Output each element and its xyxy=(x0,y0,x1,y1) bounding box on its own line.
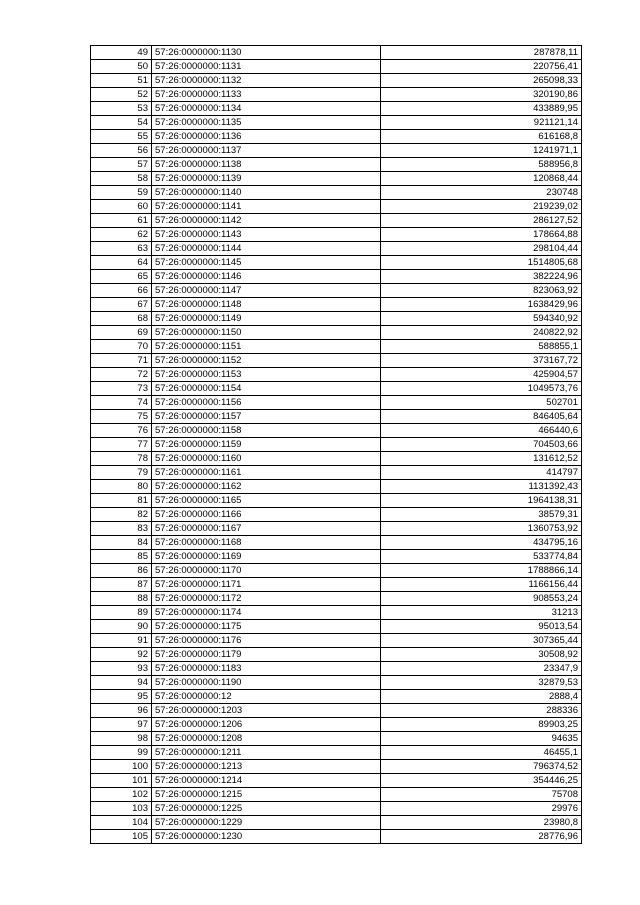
cadastral-number-cell: 57:26:0000000:1152 xyxy=(152,354,381,368)
row-number-cell: 59 xyxy=(91,186,152,200)
cadastral-number-cell: 57:26:0000000:1142 xyxy=(152,214,381,228)
table-row xyxy=(91,592,582,606)
table-row xyxy=(91,718,582,732)
row-number-cell: 70 xyxy=(91,340,152,354)
cadastral-number-cell: 57:26:0000000:1169 xyxy=(152,550,381,564)
table-row xyxy=(91,214,582,228)
value-cell: 89903,25 xyxy=(381,718,582,732)
row-number-cell: 58 xyxy=(91,172,152,186)
cadastral-value-table xyxy=(90,45,582,844)
table-row xyxy=(91,634,582,648)
value-cell: 414797 xyxy=(381,466,582,480)
value-cell: 796374,52 xyxy=(381,760,582,774)
value-cell: 288336 xyxy=(381,704,582,718)
table-row xyxy=(91,648,582,662)
cadastral-number-cell: 57:26:0000000:1156 xyxy=(152,396,381,410)
cadastral-number-cell: 57:26:0000000:1141 xyxy=(152,200,381,214)
table-row xyxy=(91,438,582,452)
value-cell: 307365,44 xyxy=(381,634,582,648)
value-cell: 704503,66 xyxy=(381,438,582,452)
row-number-cell: 52 xyxy=(91,88,152,102)
value-cell: 823063,92 xyxy=(381,284,582,298)
value-cell: 1241971,1 xyxy=(381,144,582,158)
row-number-cell: 65 xyxy=(91,270,152,284)
value-cell: 75708 xyxy=(381,788,582,802)
value-cell: 588956,8 xyxy=(381,158,582,172)
table-row xyxy=(91,270,582,284)
value-cell: 320190,86 xyxy=(381,88,582,102)
cadastral-number-cell: 57:26:0000000:1159 xyxy=(152,438,381,452)
row-number-cell: 91 xyxy=(91,634,152,648)
cadastral-number-cell: 57:26:0000000:1157 xyxy=(152,410,381,424)
value-cell: 30508,92 xyxy=(381,648,582,662)
cadastral-number-cell: 57:26:0000000:1215 xyxy=(152,788,381,802)
value-cell: 594340,92 xyxy=(381,312,582,326)
table-row xyxy=(91,186,582,200)
value-cell: 220756,41 xyxy=(381,60,582,74)
cadastral-number-cell: 57:26:0000000:1130 xyxy=(152,46,381,60)
cadastral-number-cell: 57:26:0000000:1190 xyxy=(152,676,381,690)
row-number-cell: 56 xyxy=(91,144,152,158)
row-number-cell: 73 xyxy=(91,382,152,396)
table-row xyxy=(91,732,582,746)
table-row xyxy=(91,396,582,410)
table-row xyxy=(91,676,582,690)
table-row xyxy=(91,88,582,102)
cadastral-number-cell: 57:26:0000000:1170 xyxy=(152,564,381,578)
table-row xyxy=(91,242,582,256)
cadastral-number-cell: 57:26:0000000:1162 xyxy=(152,480,381,494)
table-row xyxy=(91,690,582,704)
row-number-cell: 97 xyxy=(91,718,152,732)
cadastral-number-cell: 57:26:0000000:12 xyxy=(152,690,381,704)
row-number-cell: 63 xyxy=(91,242,152,256)
row-number-cell: 64 xyxy=(91,256,152,270)
value-cell: 38579,31 xyxy=(381,508,582,522)
cadastral-number-cell: 57:26:0000000:1172 xyxy=(152,592,381,606)
row-number-cell: 74 xyxy=(91,396,152,410)
table-row xyxy=(91,326,582,340)
cadastral-number-cell: 57:26:0000000:1229 xyxy=(152,816,381,830)
table-row xyxy=(91,74,582,88)
cadastral-number-cell: 57:26:0000000:1208 xyxy=(152,732,381,746)
value-cell: 29976 xyxy=(381,802,582,816)
value-cell: 908553,24 xyxy=(381,592,582,606)
value-cell: 425904,57 xyxy=(381,368,582,382)
cadastral-number-cell: 57:26:0000000:1166 xyxy=(152,508,381,522)
value-cell: 23347,9 xyxy=(381,662,582,676)
table-row xyxy=(91,172,582,186)
table-row xyxy=(91,578,582,592)
cadastral-number-cell: 57:26:0000000:1139 xyxy=(152,172,381,186)
cadastral-number-cell: 57:26:0000000:1145 xyxy=(152,256,381,270)
cadastral-number-cell: 57:26:0000000:1148 xyxy=(152,298,381,312)
row-number-cell: 92 xyxy=(91,648,152,662)
row-number-cell: 82 xyxy=(91,508,152,522)
value-cell: 588855,1 xyxy=(381,340,582,354)
value-cell: 298104,44 xyxy=(381,242,582,256)
table-row xyxy=(91,774,582,788)
table-row xyxy=(91,830,582,844)
table-row xyxy=(91,340,582,354)
table-row xyxy=(91,760,582,774)
table-row xyxy=(91,788,582,802)
table-row xyxy=(91,46,582,60)
cadastral-number-cell: 57:26:0000000:1225 xyxy=(152,802,381,816)
value-cell: 1166156,44 xyxy=(381,578,582,592)
value-cell: 28776,96 xyxy=(381,830,582,844)
table-row xyxy=(91,116,582,130)
row-number-cell: 84 xyxy=(91,536,152,550)
table-row xyxy=(91,480,582,494)
row-number-cell: 98 xyxy=(91,732,152,746)
row-number-cell: 76 xyxy=(91,424,152,438)
table-row xyxy=(91,704,582,718)
cadastral-number-cell: 57:26:0000000:1160 xyxy=(152,452,381,466)
row-number-cell: 71 xyxy=(91,354,152,368)
cadastral-number-cell: 57:26:0000000:1167 xyxy=(152,522,381,536)
table-row xyxy=(91,382,582,396)
table-row xyxy=(91,494,582,508)
row-number-cell: 102 xyxy=(91,788,152,802)
value-cell: 616168,8 xyxy=(381,130,582,144)
row-number-cell: 77 xyxy=(91,438,152,452)
value-cell: 178664,88 xyxy=(381,228,582,242)
row-number-cell: 57 xyxy=(91,158,152,172)
cadastral-number-cell: 57:26:0000000:1132 xyxy=(152,74,381,88)
row-number-cell: 72 xyxy=(91,368,152,382)
value-cell: 846405,64 xyxy=(381,410,582,424)
value-cell: 46455,1 xyxy=(381,746,582,760)
value-cell: 32879,53 xyxy=(381,676,582,690)
value-cell: 1514805,68 xyxy=(381,256,582,270)
cadastral-number-cell: 57:26:0000000:1176 xyxy=(152,634,381,648)
value-cell: 1964138,31 xyxy=(381,494,582,508)
row-number-cell: 104 xyxy=(91,816,152,830)
row-number-cell: 83 xyxy=(91,522,152,536)
cadastral-number-cell: 57:26:0000000:1140 xyxy=(152,186,381,200)
row-number-cell: 89 xyxy=(91,606,152,620)
cadastral-number-cell: 57:26:0000000:1133 xyxy=(152,88,381,102)
row-number-cell: 90 xyxy=(91,620,152,634)
cadastral-number-cell: 57:26:0000000:1136 xyxy=(152,130,381,144)
cadastral-number-cell: 57:26:0000000:1131 xyxy=(152,60,381,74)
cadastral-number-cell: 57:26:0000000:1144 xyxy=(152,242,381,256)
cadastral-number-cell: 57:26:0000000:1146 xyxy=(152,270,381,284)
row-number-cell: 68 xyxy=(91,312,152,326)
table-row xyxy=(91,130,582,144)
row-number-cell: 100 xyxy=(91,760,152,774)
table-row xyxy=(91,816,582,830)
table-row xyxy=(91,606,582,620)
row-number-cell: 55 xyxy=(91,130,152,144)
cadastral-number-cell: 57:26:0000000:1149 xyxy=(152,312,381,326)
cadastral-number-cell: 57:26:0000000:1174 xyxy=(152,606,381,620)
table-row xyxy=(91,102,582,116)
row-number-cell: 78 xyxy=(91,452,152,466)
value-cell: 382224,96 xyxy=(381,270,582,284)
row-number-cell: 105 xyxy=(91,830,152,844)
cadastral-number-cell: 57:26:0000000:1165 xyxy=(152,494,381,508)
row-number-cell: 93 xyxy=(91,662,152,676)
row-number-cell: 81 xyxy=(91,494,152,508)
value-cell: 1638429,96 xyxy=(381,298,582,312)
value-cell: 23980,8 xyxy=(381,816,582,830)
row-number-cell: 96 xyxy=(91,704,152,718)
cadastral-number-cell: 57:26:0000000:1213 xyxy=(152,760,381,774)
table-row xyxy=(91,620,582,634)
row-number-cell: 103 xyxy=(91,802,152,816)
table-row xyxy=(91,298,582,312)
table-row xyxy=(91,312,582,326)
row-number-cell: 54 xyxy=(91,116,152,130)
row-number-cell: 51 xyxy=(91,74,152,88)
table-row xyxy=(91,536,582,550)
value-cell: 120868,44 xyxy=(381,172,582,186)
value-cell: 1049573,76 xyxy=(381,382,582,396)
row-number-cell: 53 xyxy=(91,102,152,116)
value-cell: 533774,84 xyxy=(381,550,582,564)
row-number-cell: 86 xyxy=(91,564,152,578)
row-number-cell: 85 xyxy=(91,550,152,564)
row-number-cell: 50 xyxy=(91,60,152,74)
cadastral-number-cell: 57:26:0000000:1135 xyxy=(152,116,381,130)
cadastral-number-cell: 57:26:0000000:1153 xyxy=(152,368,381,382)
table-row xyxy=(91,158,582,172)
row-number-cell: 95 xyxy=(91,690,152,704)
table-row xyxy=(91,368,582,382)
table-row xyxy=(91,424,582,438)
cadastral-number-cell: 57:26:0000000:1143 xyxy=(152,228,381,242)
table-row xyxy=(91,410,582,424)
value-cell: 502701 xyxy=(381,396,582,410)
table-row xyxy=(91,60,582,74)
value-cell: 240822,92 xyxy=(381,326,582,340)
value-cell: 230748 xyxy=(381,186,582,200)
cadastral-number-cell: 57:26:0000000:1203 xyxy=(152,704,381,718)
row-number-cell: 94 xyxy=(91,676,152,690)
value-cell: 1788866,14 xyxy=(381,564,582,578)
table-row xyxy=(91,354,582,368)
row-number-cell: 99 xyxy=(91,746,152,760)
cadastral-number-cell: 57:26:0000000:1179 xyxy=(152,648,381,662)
value-cell: 434795,16 xyxy=(381,536,582,550)
cadastral-number-cell: 57:26:0000000:1137 xyxy=(152,144,381,158)
value-cell: 921121,14 xyxy=(381,116,582,130)
table-body xyxy=(91,46,582,844)
row-number-cell: 62 xyxy=(91,228,152,242)
row-number-cell: 49 xyxy=(91,46,152,60)
cadastral-number-cell: 57:26:0000000:1161 xyxy=(152,466,381,480)
table-row xyxy=(91,746,582,760)
row-number-cell: 66 xyxy=(91,284,152,298)
table-row xyxy=(91,256,582,270)
row-number-cell: 88 xyxy=(91,592,152,606)
row-number-cell: 75 xyxy=(91,410,152,424)
table-row xyxy=(91,522,582,536)
row-number-cell: 101 xyxy=(91,774,152,788)
row-number-cell: 79 xyxy=(91,466,152,480)
cadastral-number-cell: 57:26:0000000:1211 xyxy=(152,746,381,760)
value-cell: 1131392,43 xyxy=(381,480,582,494)
table-row xyxy=(91,802,582,816)
row-number-cell: 60 xyxy=(91,200,152,214)
row-number-cell: 67 xyxy=(91,298,152,312)
table-row xyxy=(91,452,582,466)
value-cell: 265098,33 xyxy=(381,74,582,88)
value-cell: 95013,54 xyxy=(381,620,582,634)
cadastral-number-cell: 57:26:0000000:1150 xyxy=(152,326,381,340)
cadastral-number-cell: 57:26:0000000:1171 xyxy=(152,578,381,592)
row-number-cell: 80 xyxy=(91,480,152,494)
value-cell: 1360753,92 xyxy=(381,522,582,536)
cadastral-number-cell: 57:26:0000000:1134 xyxy=(152,102,381,116)
cadastral-number-cell: 57:26:0000000:1151 xyxy=(152,340,381,354)
cadastral-number-cell: 57:26:0000000:1158 xyxy=(152,424,381,438)
value-cell: 373167,72 xyxy=(381,354,582,368)
value-cell: 31213 xyxy=(381,606,582,620)
value-cell: 287878,11 xyxy=(381,46,582,60)
row-number-cell: 61 xyxy=(91,214,152,228)
value-cell: 94635 xyxy=(381,732,582,746)
value-cell: 131612,52 xyxy=(381,452,582,466)
value-cell: 286127,52 xyxy=(381,214,582,228)
table-row xyxy=(91,200,582,214)
table-row xyxy=(91,662,582,676)
value-cell: 466440,6 xyxy=(381,424,582,438)
cadastral-number-cell: 57:26:0000000:1206 xyxy=(152,718,381,732)
cadastral-number-cell: 57:26:0000000:1138 xyxy=(152,158,381,172)
value-cell: 354446,25 xyxy=(381,774,582,788)
row-number-cell: 69 xyxy=(91,326,152,340)
cadastral-number-cell: 57:26:0000000:1154 xyxy=(152,382,381,396)
row-number-cell: 87 xyxy=(91,578,152,592)
cadastral-number-cell: 57:26:0000000:1214 xyxy=(152,774,381,788)
cadastral-number-cell: 57:26:0000000:1168 xyxy=(152,536,381,550)
value-cell: 2888,4 xyxy=(381,690,582,704)
cadastral-number-cell: 57:26:0000000:1230 xyxy=(152,830,381,844)
table-row xyxy=(91,228,582,242)
value-cell: 219239,02 xyxy=(381,200,582,214)
table-row xyxy=(91,284,582,298)
table-row xyxy=(91,466,582,480)
table-row xyxy=(91,144,582,158)
value-cell: 433889,95 xyxy=(381,102,582,116)
table-row xyxy=(91,564,582,578)
cadastral-number-cell: 57:26:0000000:1175 xyxy=(152,620,381,634)
cadastral-number-cell: 57:26:0000000:1147 xyxy=(152,284,381,298)
cadastral-number-cell: 57:26:0000000:1183 xyxy=(152,662,381,676)
table-row xyxy=(91,508,582,522)
table-row xyxy=(91,550,582,564)
